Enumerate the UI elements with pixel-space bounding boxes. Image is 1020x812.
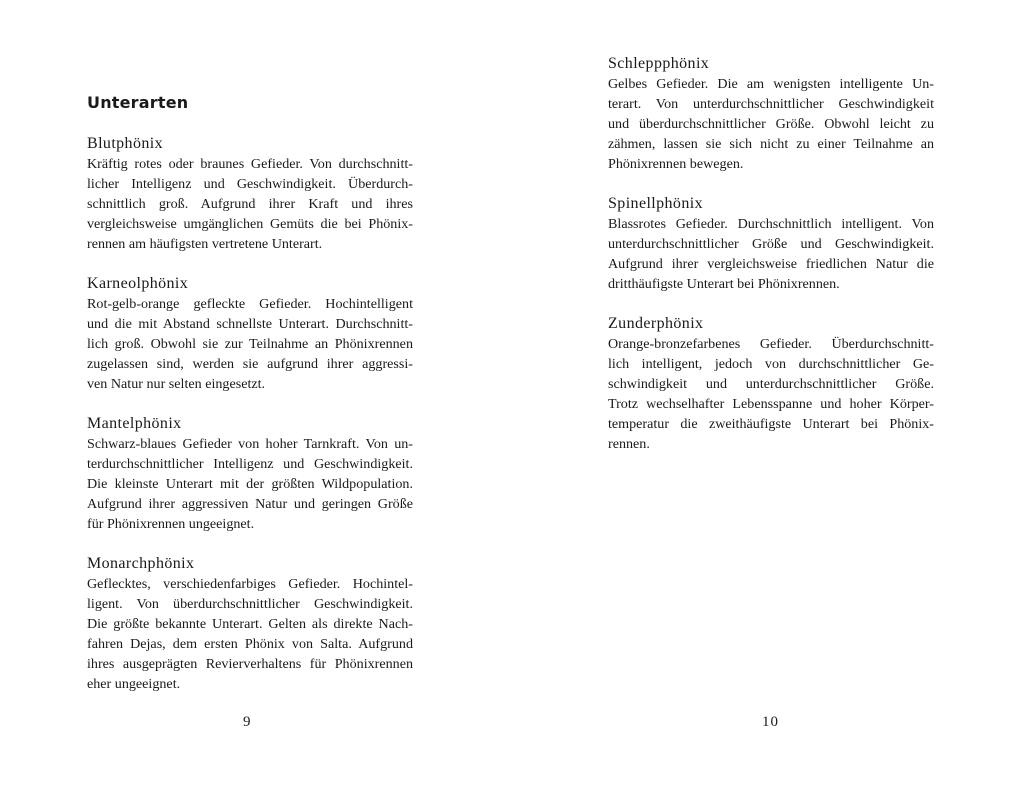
entry-line: ligent. Von überdurchschnittlicher Geschwindigkeit.: [87, 596, 413, 612]
entry-title: Zunderphönix: [608, 315, 704, 332]
entry-line: terart. Von unterdurchschnittlicher Geschwindigkeit: [608, 96, 934, 112]
entry-line: terdurchschnittlicher Intelligenz und Geschwindigkeit.: [87, 456, 413, 472]
entry-line: unterdurchschnittlicher Größe und Geschwindigkeit.: [608, 236, 934, 252]
entry-line: Die kleinste Unterart mit der größten Wildpopulation.: [87, 476, 413, 492]
entry-line: fahren Dejas, dem ersten Phönix von Salta. Aufgrund: [87, 636, 413, 652]
entry-line: rennen.: [608, 436, 650, 452]
entry-line: Phönixrennen bewegen.: [608, 156, 744, 172]
entry-line: schnittlich groß. Aufgrund ihrer Kraft und ihres: [87, 196, 413, 212]
entry-spinellphoenix: [608, 194, 934, 294]
entry-line: und die mit Abstand schnellste Unterart. Durchschnitt-: [87, 316, 413, 332]
entry-line: licher Intelligenz und Geschwindigkeit. Überdurch-: [87, 176, 413, 192]
entry-line: lich intelligent, jedoch von durchschnittlicher Ge-: [608, 356, 934, 372]
entry-line: zähmen, lassen sie sich nicht zu einer Teilnahme an: [608, 136, 934, 152]
entry-karneolphoenix: [87, 274, 413, 394]
entry-line: dritthäufigste Unterart bei Phönixrennen.: [608, 276, 840, 292]
entry-line: eher ungeeignet.: [87, 676, 181, 692]
entry-line: Die größte bekannte Unterart. Gelten als direkte Nach-: [87, 616, 413, 632]
entry-line: vergleichsweise umgänglichen Gemüts die bei Phönix-: [87, 216, 413, 232]
entry-line: rennen am häufigsten vertretene Unterart.: [87, 236, 323, 252]
entry-title: Monarchphönix: [87, 555, 195, 572]
page-number: 9: [243, 714, 252, 730]
entry-line: Kräftig rotes oder braunes Gefieder. Von durchschnitt-: [87, 156, 413, 172]
entry-line: schwindigkeit und unterdurchschnittlicher Größe.: [608, 376, 934, 392]
entry-line: Orange-bronzefarbenes Gefieder. Überdurchschnitt-: [608, 336, 934, 352]
entry-title: Schleppphönix: [608, 55, 710, 72]
section-heading: Unterarten: [87, 93, 189, 112]
entry-line: ihres ausgeprägten Revierverhaltens für Phönixrennen: [87, 656, 413, 672]
entry-zunderphoenix: [608, 314, 934, 454]
entry-title: Karneolphönix: [87, 275, 189, 292]
page-number: 10: [762, 714, 779, 730]
entry-line: Rot-gelb-orange gefleckte Gefieder. Hochintelligent: [87, 296, 413, 312]
entry-line: temperatur die zweithäufigste Unterart bei Phönix-: [608, 416, 934, 432]
entry-line: lich groß. Obwohl sie zur Teilnahme an Phönixrennen: [87, 336, 413, 352]
entry-line: Aufgrund ihrer vergleichsweise friedlichen Natur die: [608, 256, 934, 272]
entry-mantelphoenix: [87, 414, 413, 534]
entry-line: Geflecktes, verschiedenfarbiges Gefieder. Hochintel-: [87, 576, 413, 592]
entry-line: Gelbes Gefieder. Die am wenigsten intelligente Un-: [608, 76, 934, 92]
entry-title: Blutphönix: [87, 135, 164, 152]
entry-title: Spinellphönix: [608, 195, 703, 212]
entry-title: Mantelphönix: [87, 415, 182, 432]
entry-blutphoenix: [87, 134, 413, 254]
entry-schleppphoenix: [608, 54, 934, 174]
entry-line: ven Natur nur selten eingesetzt.: [87, 376, 266, 392]
entry-line: und überdurchschnittlicher Größe. Obwohl leicht zu: [608, 116, 934, 132]
entry-line: Aufgrund ihrer aggressiven Natur und geringen Größe: [87, 496, 413, 512]
entry-line: Schwarz-blaues Gefieder von hoher Tarnkraft. Von un-: [87, 436, 413, 452]
entry-line: Trotz wechselhafter Lebensspanne und hoher Körper-: [608, 396, 934, 412]
entry-monarchphoenix: [87, 554, 413, 694]
entry-line: für Phönixrennen ungeeignet.: [87, 516, 255, 532]
entry-line: Blassrotes Gefieder. Durchschnittlich intelligent. Von: [608, 216, 934, 232]
entry-line: zugelassen sind, werden sie aufgrund ihrer aggressi-: [87, 356, 413, 372]
